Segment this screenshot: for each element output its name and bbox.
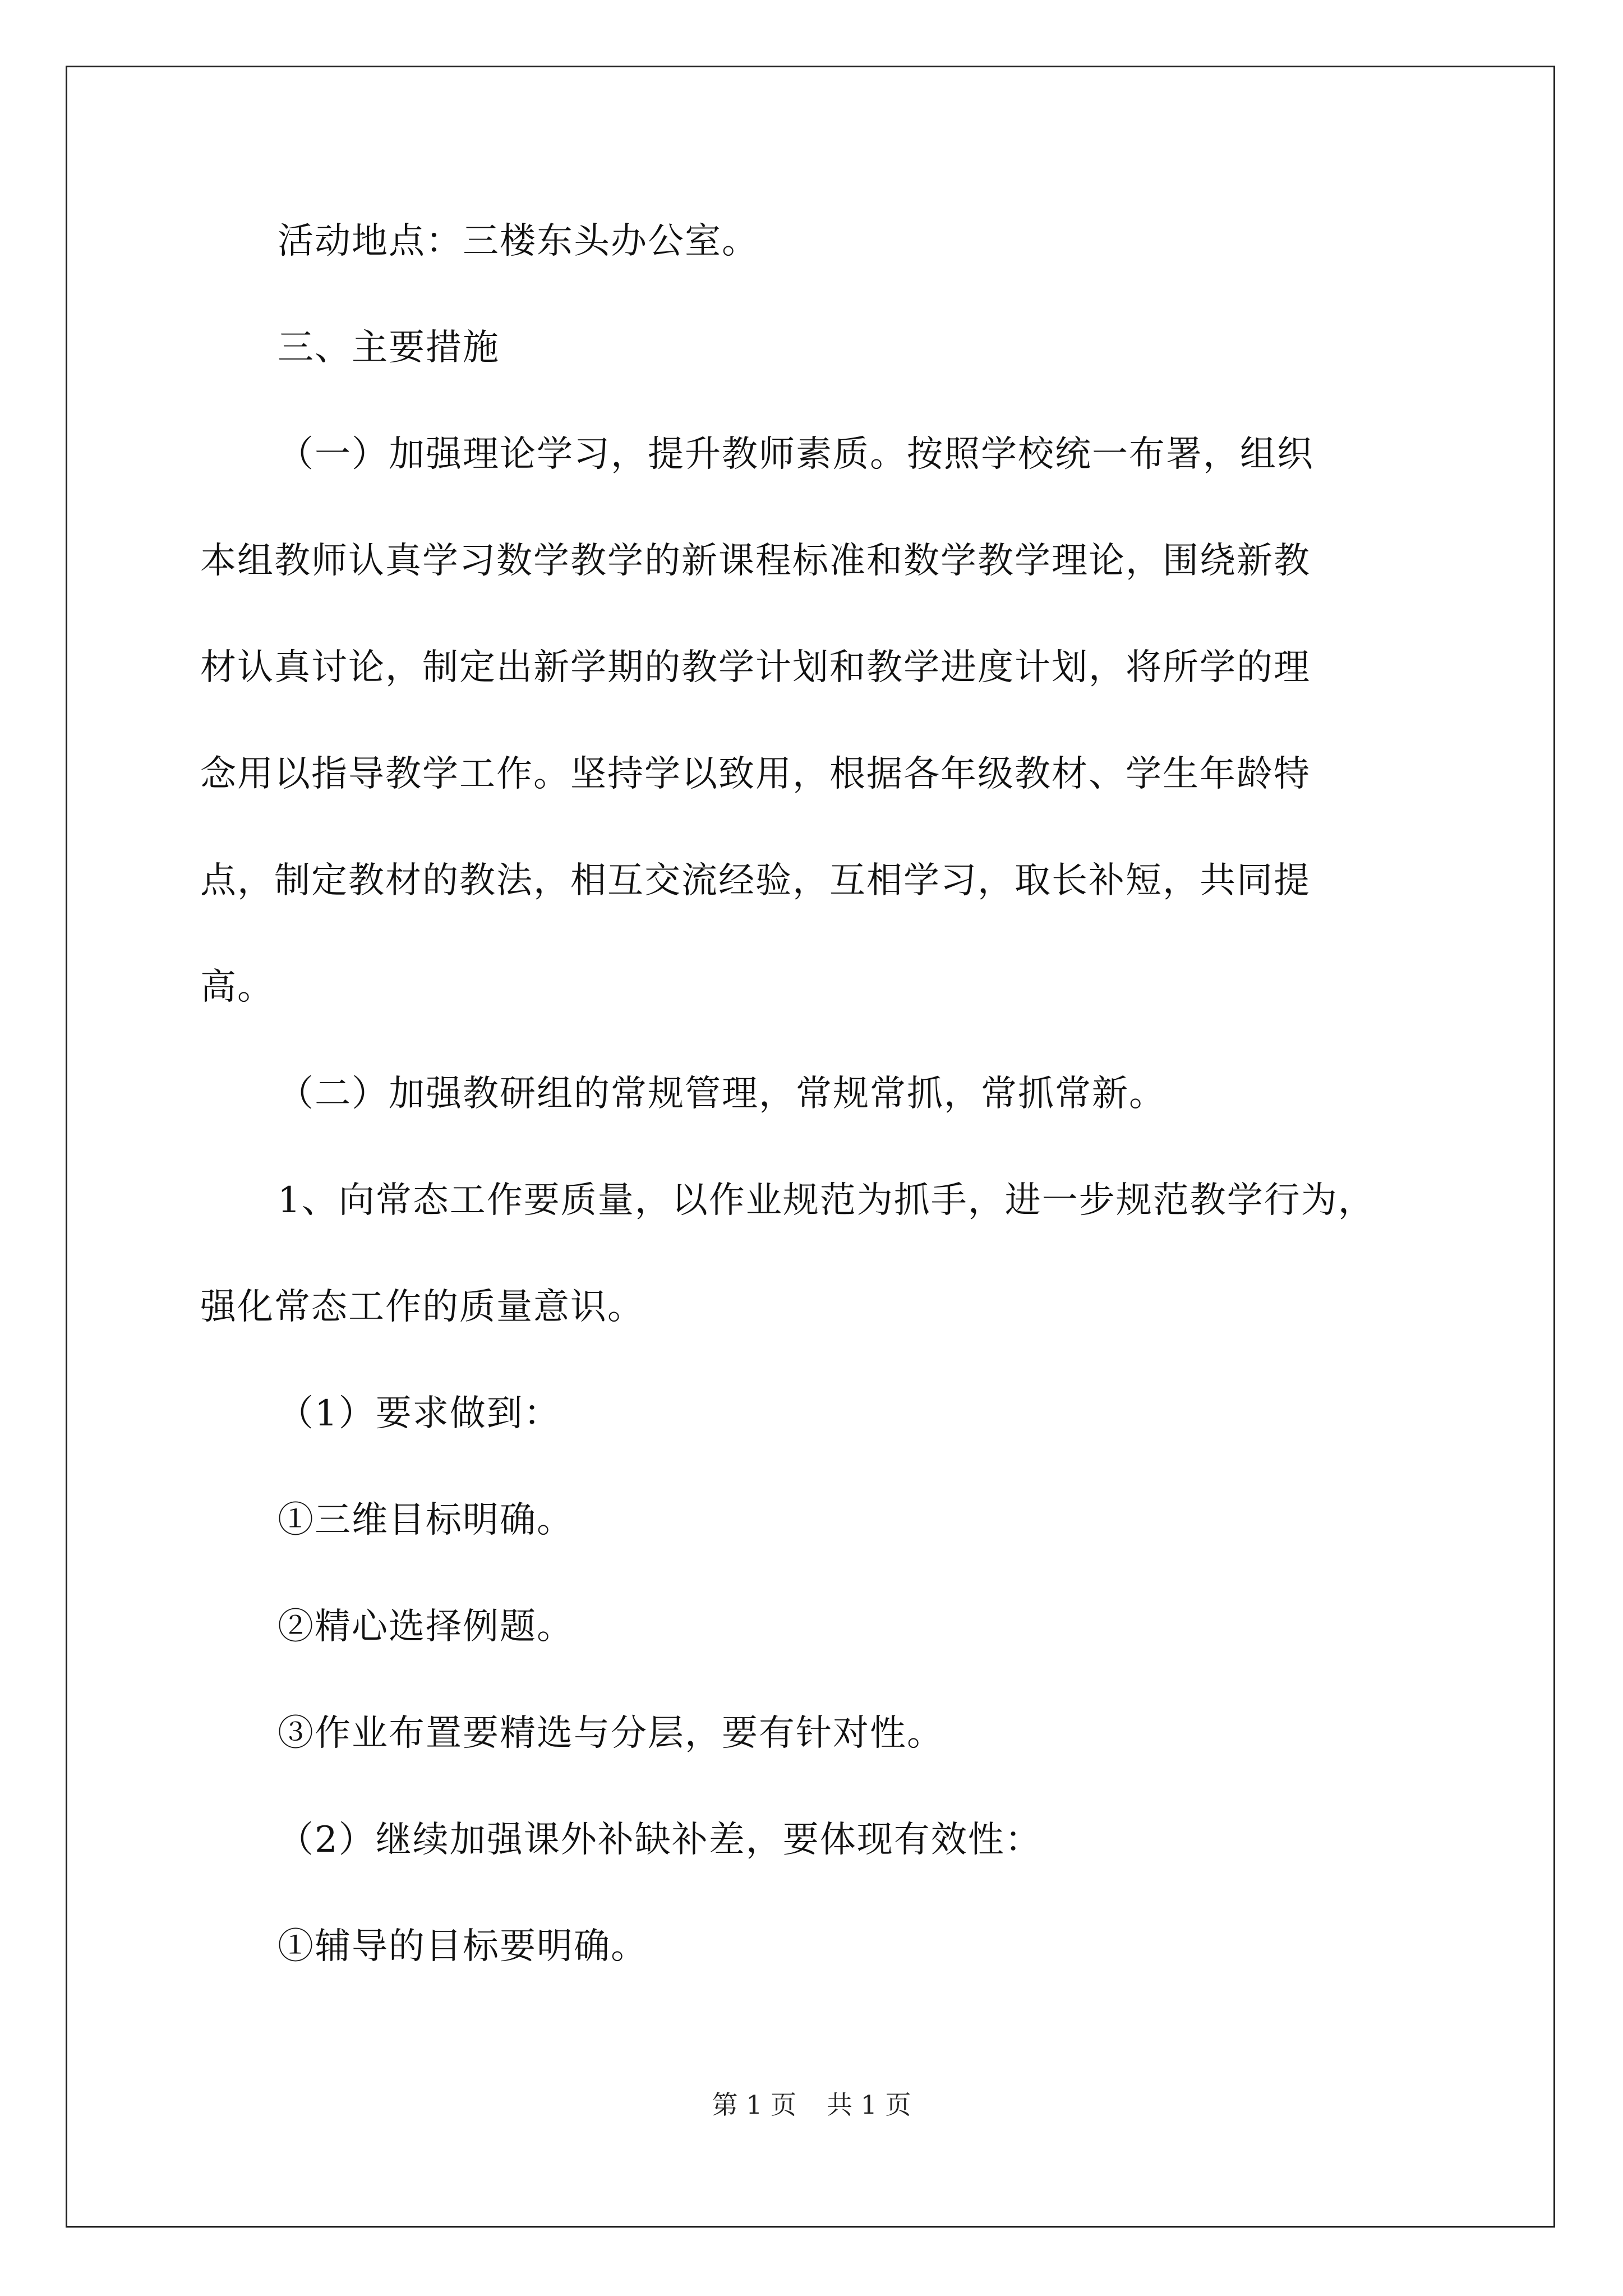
list-item: ①辅导的目标要明确。	[278, 1926, 648, 1967]
list-heading: （2）继续加强课外补缺补差，要体现有效性：	[278, 1819, 1042, 1861]
page-number: 第 1 页	[712, 2090, 796, 2120]
list-heading: （1）要求做到：	[278, 1393, 561, 1434]
paragraph-line: 高。	[200, 967, 274, 1008]
paragraph-activity-location: 活动地点：三楼东头办公室。	[278, 220, 759, 262]
paragraph-line: 念用以指导教学工作。坚持学以致用，根据各年级教材、学生年龄特	[200, 753, 1311, 795]
paragraph-line: 点，制定教材的教法，相互交流经验，互相学习，取长补短，共同提	[200, 860, 1311, 901]
paragraph-line: 材认真讨论，制定出新学期的教学计划和教学进度计划，将所学的理	[200, 647, 1311, 688]
paragraph-line: 1、向常态工作要质量，以作业规范为抓手，进一步规范教学行为，	[278, 1180, 1375, 1221]
list-item: ①三维目标明确。	[278, 1499, 574, 1541]
document-body	[200, 213, 1434, 1975]
paragraph-line: 本组教师认真学习数学教学的新课程标准和数学教学理论，围绕新教	[200, 540, 1311, 582]
list-item: ②精心选择例题。	[278, 1606, 574, 1648]
paragraph-line: 强化常态工作的质量意识。	[200, 1286, 644, 1328]
page-footer	[0, 2088, 1623, 2122]
subheading-routine-management: （二）加强教研组的常规管理，常规常抓，常抓常新。	[278, 1073, 1166, 1115]
page-total: 共 1 页	[827, 2090, 911, 2120]
list-item: ③作业布置要精选与分层，要有针对性。	[278, 1713, 944, 1754]
paragraph-line: （一）加强理论学习，提升教师素质。按照学校统一布署，组织	[278, 434, 1314, 475]
section-heading-main-measures: 三、主要措施	[278, 327, 500, 369]
